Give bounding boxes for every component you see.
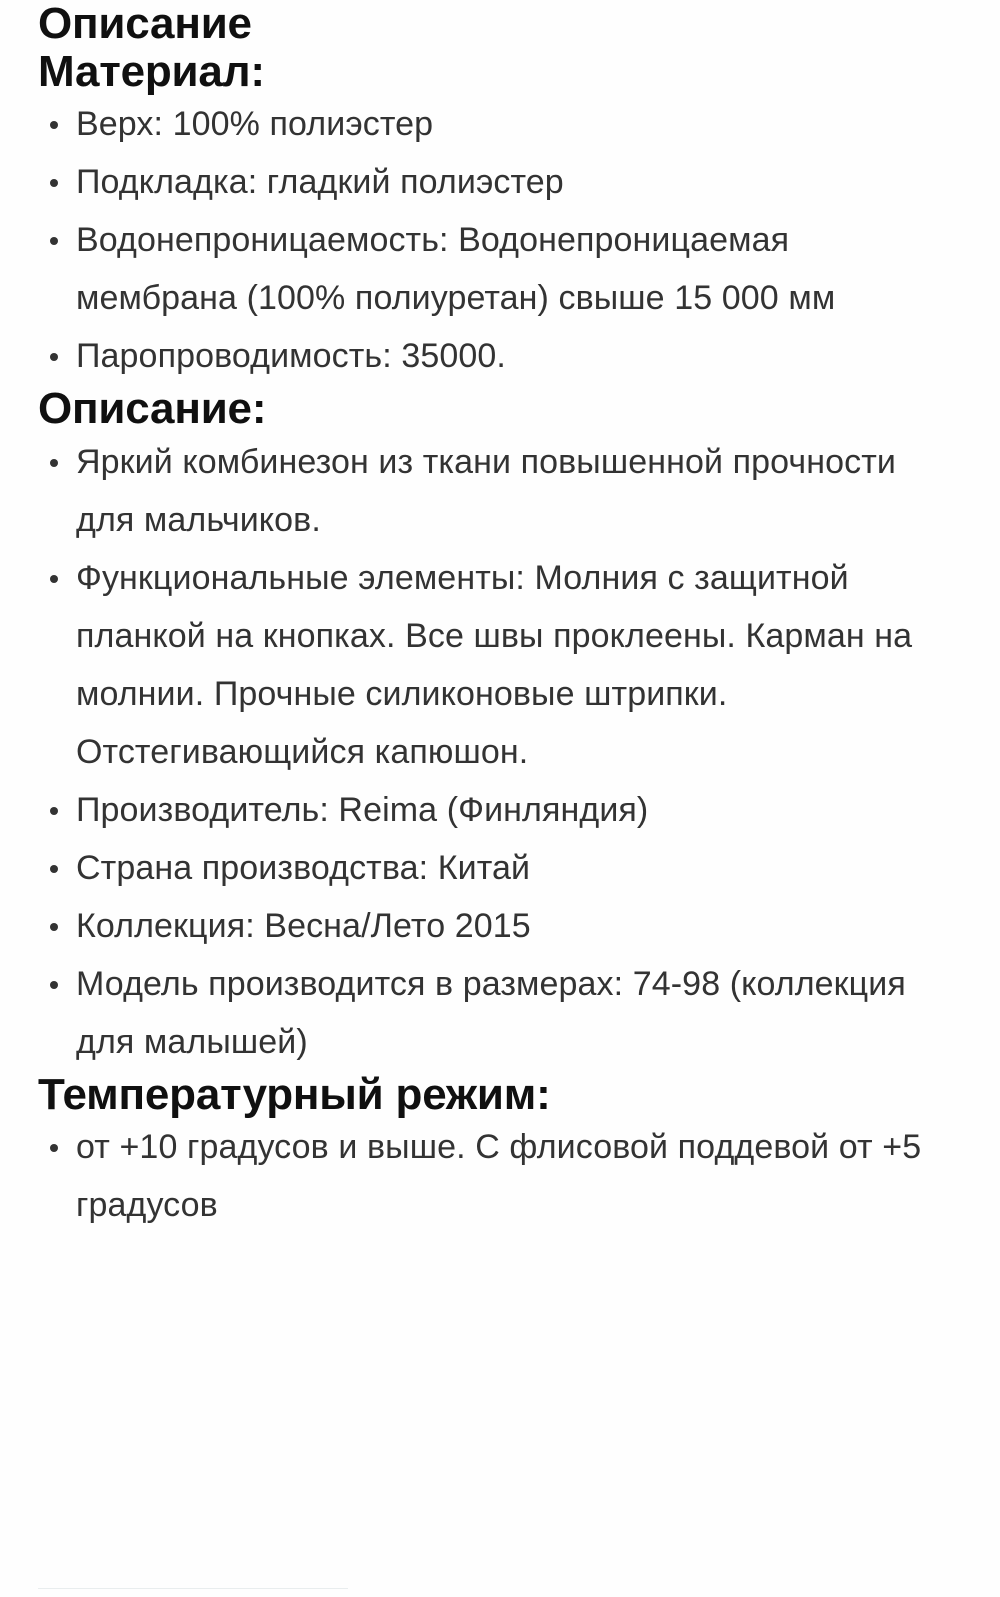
page-title: Описание: [38, 0, 252, 48]
section-heading-temperature: Температурный режим:: [38, 1069, 551, 1119]
list-item: Водонепроницаемость: Водонепроницаемая мембрана (100% полиуретан) свыше 15 000 мм: [38, 211, 940, 327]
list-item: Верх: 100% полиэстер: [38, 95, 940, 153]
section-heading-description: Описание:: [38, 384, 267, 434]
list-item: Производитель: Reima (Финляндия): [38, 781, 940, 839]
list-item: Модель производится в размерах: 74-98 (коллекция для малышей): [38, 955, 940, 1071]
bottom-divider: [38, 1588, 348, 1589]
material-list: [38, 95, 940, 385]
list-item: Страна производства: Китай: [38, 839, 940, 897]
list-item: Яркий комбинезон из ткани повышенной прочности для мальчиков.: [38, 433, 940, 549]
description-list: [38, 433, 940, 1071]
temperature-list: [38, 1118, 940, 1234]
list-item: от +10 градусов и выше. С флисовой поддевой от +5 градусов: [38, 1118, 940, 1234]
list-item: Подкладка: гладкий полиэстер: [38, 153, 940, 211]
list-item: Паропроводимость: 35000.: [38, 327, 940, 385]
list-item: Функциональные элементы: Молния с защитной планкой на кнопках. Все швы проклеены. Карман на молнии. Прочные силиконовые штрипки. Отстегивающийся капюшон.: [38, 549, 940, 781]
section-heading-material: Материал:: [38, 46, 265, 96]
list-item: Коллекция: Весна/Лето 2015: [38, 897, 940, 955]
